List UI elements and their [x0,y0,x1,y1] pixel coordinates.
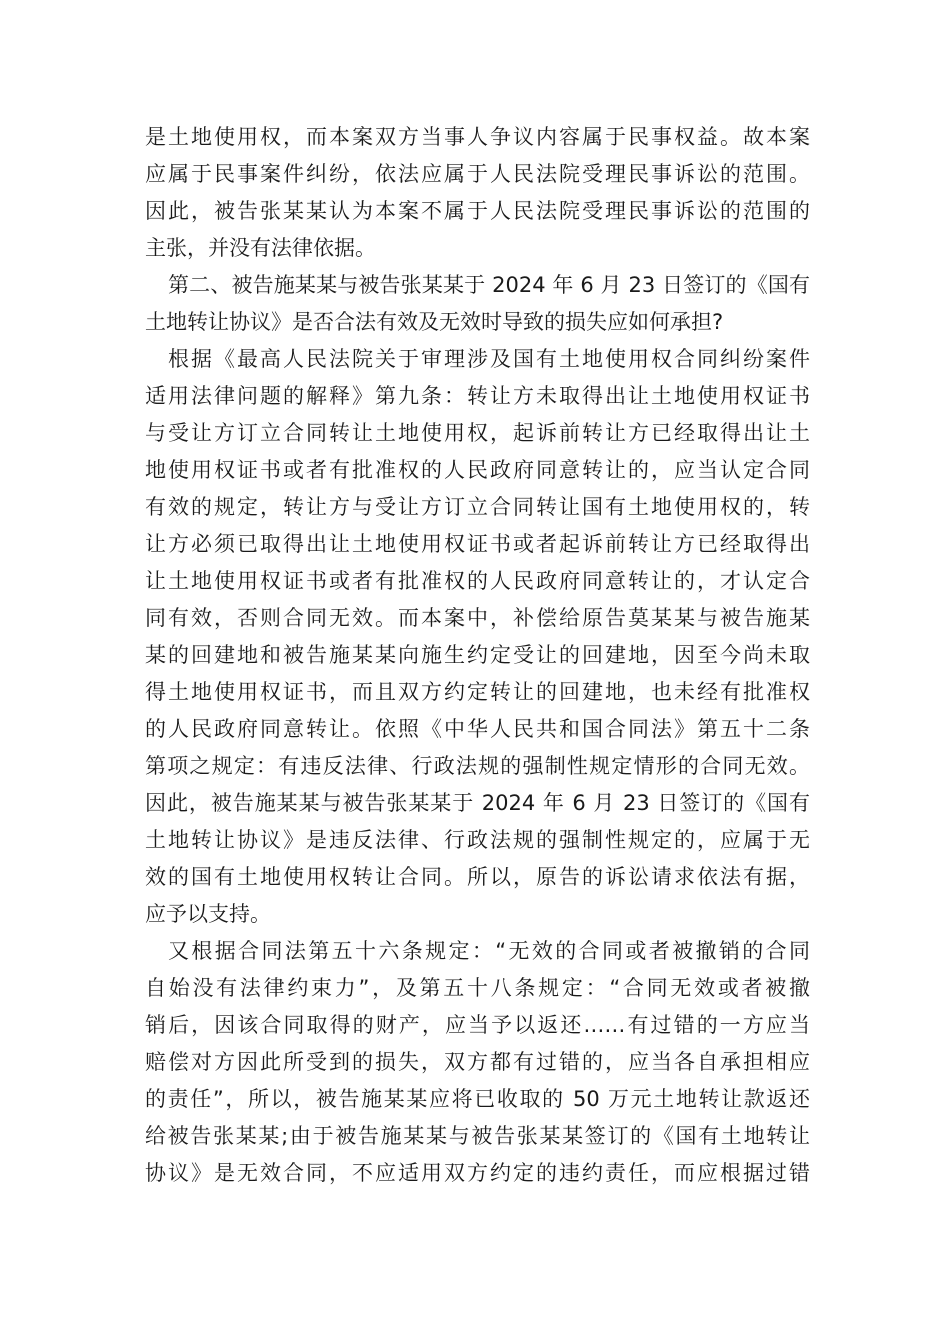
text-line: 协议》是无效合同，不应适用双方约定的违约责任，而应根据过错 [145,1161,810,1185]
paragraph [145,341,810,933]
text-line: 让方必须已取得出让土地使用权证书或者起诉前转让方已经取得出 [145,532,810,556]
text-line: 地使用权证书或者有批准权的人民政府同意转让的，应当认定合同 [145,458,810,482]
text-line: 因此，被告施某某与被告张某某于 2024 年 6 月 23 日签订的《国有 [145,791,810,815]
paragraph [145,119,810,267]
text-line: 第二、被告施某某与被告张某某于 2024 年 6 月 23 日签订的《国有 [168,273,810,297]
text-line: 的人民政府同意转让。依照《中华人民共和国合同法》第五十二条 [145,717,810,741]
text-line: 让土地使用权证书或者有批准权的人民政府同意转让的，才认定合 [145,569,810,593]
text-line: 销后，因该合同取得的财产，应当予以返还……有过错的一方应当 [145,1013,810,1037]
text-line: 土地转让协议》是违反法律、行政法规的强制性规定的，应属于无 [145,828,810,852]
text-line: 第项之规定：有违反法律、行政法规的强制性规定情形的合同无效。 [145,754,810,778]
text-line: 与受让方订立合同转让土地使用权，起诉前转让方已经取得出让土 [145,421,810,445]
text-line: 给被告张某某;由于被告施某某与被告张某某签订的《国有土地转让 [145,1124,810,1148]
text-line: 应予以支持。 [145,902,271,926]
text-line: 得土地使用权证书，而且双方约定转让的回建地，也未经有批准权 [145,680,810,704]
text-line: 自始没有法律约束力”，及第五十八条规定：“合同无效或者被撤 [145,976,810,1000]
text-line: 是土地使用权，而本案双方当事人争议内容属于民事权益。故本案 [145,125,810,149]
text-line: 的责任”，所以，被告施某某应将已收取的 50 万元土地转让款返还 [145,1087,810,1111]
text-line: 同有效，否则合同无效。而本案中，补偿给原告莫某某与被告施某 [145,606,810,630]
text-line: 土地转让协议》是否合法有效及无效时导致的损失应如何承担? [145,310,724,334]
paragraph [145,267,810,341]
text-line: 因此，被告张某某认为本案不属于人民法院受理民事诉讼的范围的 [145,199,810,223]
text-line: 某的回建地和被告施某某向施生约定受让的回建地，因至今尚未取 [145,643,810,667]
text-line: 又根据合同法第五十六条规定：“无效的合同或者被撤销的合同 [168,939,810,963]
text-line: 根据《最高人民法院关于审理涉及国有土地使用权合同纠纷案件 [168,347,810,371]
text-line: 有效的规定，转让方与受让方订立合同转让国有土地使用权的，转 [145,495,810,519]
text-line: 应属于民事案件纠纷，依法应属于人民法院受理民事诉讼的范围。 [145,162,810,186]
text-line: 适用法律问题的解释》第九条：转让方未取得出让土地使用权证书 [145,384,810,408]
text-line: 赔偿对方因此所受到的损失，双方都有过错的，应当各自承担相应 [145,1050,810,1074]
text-line: 效的国有土地使用权转让合同。所以，原告的诉讼请求依法有据， [145,865,810,889]
text-line: 主张，并没有法律依据。 [145,236,376,260]
paragraph [145,933,810,1192]
document-body [145,119,810,1192]
